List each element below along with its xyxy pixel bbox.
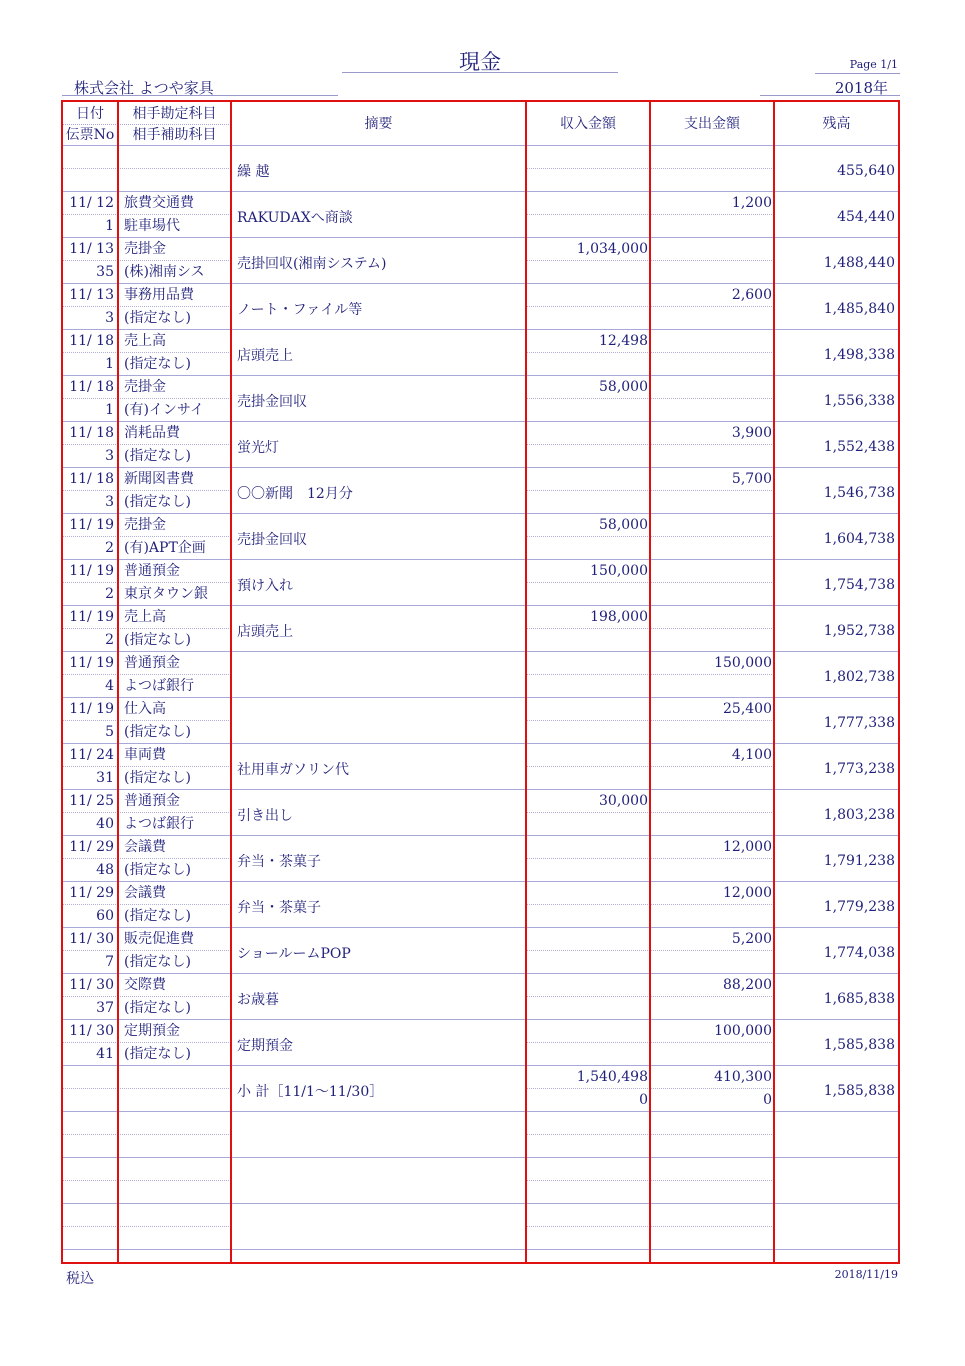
entry-date: 11/ 30 [62,928,118,951]
page-number: Page 1/1 [849,58,898,71]
counter-account: 交際費 [118,974,231,997]
expense-amount: 150,000 [650,652,774,675]
slip-number: 3 [105,448,114,464]
expense-amount: 2,600 [650,284,774,307]
entry-date: 11/ 19 [62,652,118,675]
expense-amount: 100,000 [650,1020,774,1043]
company-underline [62,95,338,96]
sub-account: (指定なし) [124,494,191,510]
income-amount: 12,498 [526,330,650,353]
memo-cell: ノート・ファイル等 [231,284,526,330]
expense-amount: 88,200 [650,974,774,997]
counter-account: 販売促進費 [118,928,231,951]
entry-date: 11/ 18 [62,376,118,399]
memo-cell: 引き出し [231,790,526,836]
entry-date: 11/ 29 [62,836,118,859]
header-income: 収入金額 [526,101,650,146]
balance-cell: 1,779,238 [774,882,899,928]
balance-cell: 1,773,238 [774,744,899,790]
entry-date: 11/ 18 [62,468,118,491]
sub-account: (指定なし) [124,1046,191,1062]
sub-account: (指定なし) [124,448,191,464]
counter-account: 会議費 [118,836,231,859]
counter-account: 売掛金 [118,238,231,261]
column-divider [525,101,527,1263]
entry-date: 11/ 24 [62,744,118,767]
slip-number: 3 [105,310,114,326]
entry-date: 11/ 25 [62,790,118,813]
balance-cell: 1,485,840 [774,284,899,330]
counter-account: 旅費交通費 [118,192,231,215]
header-memo: 摘要 [231,101,526,146]
sub-account: よつば銀行 [124,816,194,832]
year-underline [760,95,900,96]
memo-cell: 弁当・茶菓子 [231,836,526,882]
header-date-label: 日付 [62,104,118,125]
sub-account: (指定なし) [124,1000,191,1016]
entry-date: 11/ 13 [62,238,118,261]
sub-account: (指定なし) [124,310,191,326]
page-underline [815,73,900,74]
counter-account: 売上高 [118,606,231,629]
sub-account: (有)インサイ [124,402,204,418]
balance-cell: 455,640 [774,146,899,192]
slip-number: 1 [105,218,114,234]
entry-date: 11/ 18 [62,330,118,353]
income-amount: 58,000 [526,514,650,537]
income-amount: 58,000 [526,376,650,399]
expense-amount: 3,900 [650,422,774,445]
balance-cell: 1,552,438 [774,422,899,468]
balance-cell: 1,556,338 [774,376,899,422]
counter-account: 売掛金 [118,376,231,399]
sub-account: (株)湘南シス [124,264,205,280]
header-account-label: 相手勘定科目 [118,104,231,125]
memo-cell: 定期預金 [231,1020,526,1066]
balance-cell: 1,774,038 [774,928,899,974]
title-underline [342,72,618,73]
sub-account: 東京タウン銀 [124,586,208,602]
memo-cell: 繰 越 [231,146,526,192]
slip-number: 1 [105,402,114,418]
expense-amount: 5,700 [650,468,774,491]
balance-cell: 1,754,738 [774,560,899,606]
expense-amount: 5,200 [650,928,774,951]
memo-cell: RAKUDAXへ商談 [231,192,526,238]
sub-account: (指定なし) [124,908,191,924]
counter-account: 売上高 [118,330,231,353]
entry-date: 11/ 12 [62,192,118,215]
balance-cell: 1,604,738 [774,514,899,560]
column-divider [117,101,119,1263]
slip-number: 2 [105,586,114,602]
slip-number: 2 [105,632,114,648]
sub-account: よつば銀行 [124,678,194,694]
memo-cell: 弁当・茶菓子 [231,882,526,928]
header-expense: 支出金額 [650,101,774,146]
memo-cell: 〇〇新聞 12月分 [231,468,526,514]
slip-number: 7 [105,954,114,970]
memo-cell: 店頭売上 [231,606,526,652]
slip-number: 2 [105,540,114,556]
memo-cell: お歳暮 [231,974,526,1020]
memo-cell: 預け入れ [231,560,526,606]
column-divider [773,101,775,1263]
memo-cell: 小 計［11/1～11/30］ [231,1066,526,1112]
expense-amount: 25,400 [650,698,774,721]
expense-tax-amount: 0 [763,1092,772,1108]
income-amount: 1,540,498 [526,1066,650,1089]
slip-number: 5 [105,724,114,740]
sub-account: (指定なし) [124,356,191,372]
sub-account: (指定なし) [124,724,191,740]
slip-number: 31 [96,770,114,786]
balance-cell: 1,791,238 [774,836,899,882]
memo-cell: ショールームPOP [231,928,526,974]
income-amount: 150,000 [526,560,650,583]
entry-date: 11/ 19 [62,698,118,721]
memo-cell: 社用車ガソリン代 [231,744,526,790]
expense-amount: 12,000 [650,882,774,905]
balance-cell: 1,585,838 [774,1066,899,1112]
counter-account: 普通預金 [118,790,231,813]
balance-cell: 1,488,440 [774,238,899,284]
counter-account: 会議費 [118,882,231,905]
entry-date: 11/ 13 [62,284,118,307]
memo-cell: 店頭売上 [231,330,526,376]
slip-number: 4 [105,678,114,694]
sub-account: (指定なし) [124,632,191,648]
counter-account: 普通預金 [118,652,231,675]
expense-amount: 410,300 [650,1066,774,1089]
counter-account: 普通預金 [118,560,231,583]
expense-amount: 4,100 [650,744,774,767]
balance-cell: 1,546,738 [774,468,899,514]
slip-number: 3 [105,494,114,510]
balance-cell: 1,777,338 [774,698,899,744]
entry-date: 11/ 30 [62,1020,118,1043]
slip-number: 37 [96,1000,114,1016]
slip-number: 35 [96,264,114,280]
balance-cell: 454,440 [774,192,899,238]
column-divider [649,101,651,1263]
counter-account: 仕入高 [118,698,231,721]
header-sub-account-label: 相手補助科目 [132,126,217,143]
memo-cell: 売掛金回収 [231,514,526,560]
counter-account: 定期預金 [118,1020,231,1043]
slip-number: 40 [96,816,114,832]
counter-account: 事務用品費 [118,284,231,307]
income-tax-amount: 0 [639,1092,648,1108]
page-title: 現金 [459,50,501,74]
expense-amount: 1,200 [650,192,774,215]
entry-date: 11/ 19 [62,560,118,583]
counter-account: 売掛金 [118,514,231,537]
slip-number: 41 [96,1046,114,1062]
entry-date: 11/ 19 [62,514,118,537]
counter-account: 消耗品費 [118,422,231,445]
header-slip-no-label: 伝票No [65,126,115,143]
sub-account: (指定なし) [124,954,191,970]
column-divider [230,101,232,1263]
slip-number: 1 [105,356,114,372]
company-name: 株式会社 よつや家具 [74,79,214,97]
sub-account: (有)APT企画 [124,540,206,556]
slip-number: 48 [96,862,114,878]
balance-cell: 1,685,838 [774,974,899,1020]
slip-number: 60 [96,908,114,924]
entry-date: 11/ 29 [62,882,118,905]
balance-cell: 1,803,238 [774,790,899,836]
sub-account: (指定なし) [124,770,191,786]
print-date: 2018/11/19 [834,1268,898,1281]
counter-account: 新聞図書費 [118,468,231,491]
header-balance: 残高 [774,101,899,146]
fiscal-year: 2018年 [834,79,888,97]
balance-cell: 1,952,738 [774,606,899,652]
income-amount: 30,000 [526,790,650,813]
balance-cell: 1,585,838 [774,1020,899,1066]
income-amount: 1,034,000 [526,238,650,261]
balance-cell: 1,802,738 [774,652,899,698]
memo-cell: 売掛回収(湘南システム) [231,238,526,284]
sub-account: 駐車場代 [124,218,180,234]
tax-note: 税込 [66,1271,94,1287]
memo-cell: 蛍光灯 [231,422,526,468]
counter-account: 車両費 [118,744,231,767]
entry-date: 11/ 30 [62,974,118,997]
sub-account: (指定なし) [124,862,191,878]
income-amount: 198,000 [526,606,650,629]
entry-date: 11/ 19 [62,606,118,629]
entry-date: 11/ 18 [62,422,118,445]
expense-amount: 12,000 [650,836,774,859]
memo-cell: 売掛金回収 [231,376,526,422]
balance-cell: 1,498,338 [774,330,899,376]
